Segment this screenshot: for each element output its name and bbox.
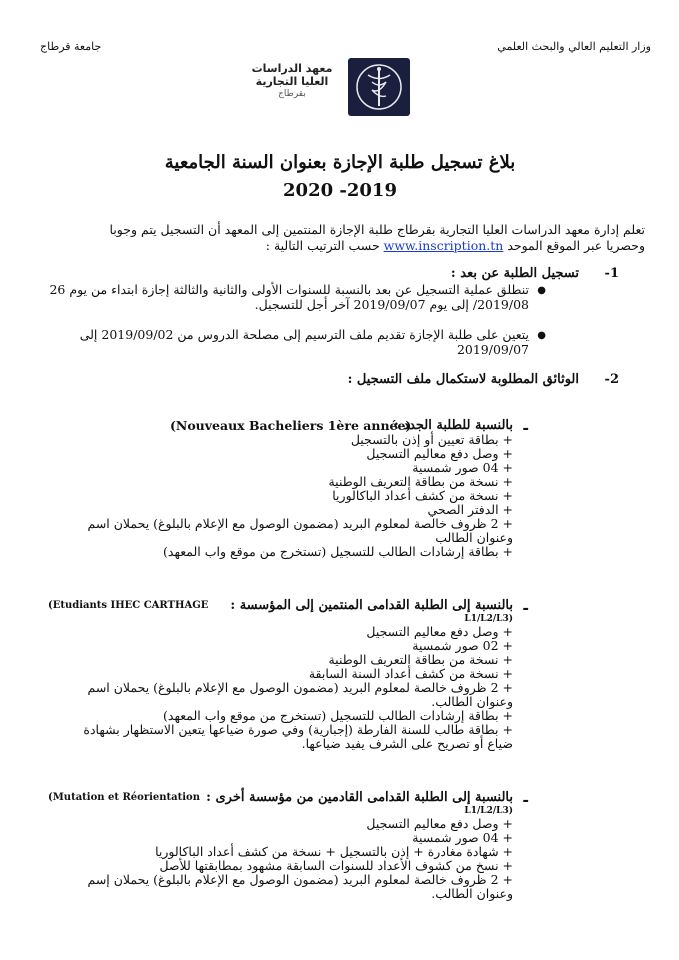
logo-line-2: العليا التجارية [255, 75, 329, 88]
list-item: وعنوان الطالب [435, 530, 513, 545]
list-item: + الدفتر الصحي [427, 502, 513, 517]
page-title: بلاغ تسجيل طلبة الإجازة بعنوان السنة الجامعية [164, 152, 516, 173]
intro-prefix: وحصريا عبر الموقع الموحد [507, 238, 645, 253]
list-item: + 2 ظروف خالصة لمعلوم البريد (مضمون الوصول مع الإعلام بالبلوغ) يحملان اسم [87, 516, 513, 531]
group-b-heading-latin: (Etudiants IHEC CARTHAGE [48, 600, 209, 611]
logo-line-1: معهد الدراسات [251, 62, 333, 75]
list-item: + نسخة من كشف أعداد الباكالوريا [332, 488, 513, 503]
list-item: + 2 ظروف خالصة لمعلوم البريد (مضمون الوصول مع الإعلام بالبلوغ) يحملان إسم [87, 872, 513, 887]
academic-year: 2020 -2019 [283, 180, 397, 201]
list-item: + نسخة من كشف أعداد السنة السابقة [308, 666, 513, 681]
bullet-icon: ● [537, 330, 546, 341]
group-c-heading: بالنسبة إلى الطلبة القدامى القادمين من مؤسسة أخرى : [206, 790, 513, 805]
caduceus-emblem-icon [348, 58, 410, 116]
group-c-heading-latin: (Mutation et Réorientation [48, 792, 200, 803]
intro-line-1: تعلم إدارة معهد الدراسات العليا التجارية بقرطاج طلبة الإجازة المنتمين إلى المعهد أن التسجيل يتم وجوبا [109, 222, 645, 237]
list-item: + 2 ظروف خالصة لمعلوم البريد (مضمون الوصول مع الإعلام بالبلوغ) يحملان اسم [87, 680, 513, 695]
section-1-bullet-2-line-1: يتعين على طلبة الإجازة تقديم ملف الترسيم إلى مصلحة الدروس من 2019/09/02 إلى [79, 327, 529, 342]
list-item: + نسخ من كشوف الأعداد للسنوات السابقة مشهود بمطابقتها للأصل [159, 858, 513, 873]
list-item: ضياع أو تصريح على الشرف يفيد ضياعها. [301, 736, 513, 751]
section-2-title: الوثائق المطلوبة لاستكمال ملف التسجيل : [347, 372, 579, 387]
intro-line-2 [25, 238, 645, 253]
list-item: + 04 صور شمسية [412, 460, 513, 475]
list-item: + بطاقة إرشادات الطالب للتسجيل (تستخرج من موقع واب المعهد) [163, 544, 513, 559]
list-item: + 04 صور شمسية [412, 830, 513, 845]
group-b-heading: بالنسبة إلى الطلبة القدامى المنتمين إلى المؤسسة : [230, 598, 513, 613]
list-item: + وصل دفع معاليم التسجيل [366, 446, 513, 461]
logo-line-3: بقرطاج [278, 89, 306, 99]
intro-suffix: حسب الترتيب التالية : [265, 238, 380, 253]
group-a-list [33, 433, 513, 559]
list-item: + نسخة من بطاقة التعريف الوطنية [328, 474, 513, 489]
section-2-number: -2 [604, 372, 619, 387]
list-item: وعنوان الطالب. [431, 694, 513, 709]
section-1-bullet-1-line-2: 2019/08/ إلى يوم 2019/09/07 آخر أجل للتسجيل. [254, 297, 529, 312]
section-1-number: -1 [604, 266, 619, 281]
list-item: + وصل دفع معاليم التسجيل [366, 624, 513, 639]
group-b-levels: L1/L2/L3) [464, 614, 513, 624]
list-item: + وصل دفع معاليم التسجيل [366, 816, 513, 831]
group-b-list [33, 625, 513, 751]
list-item: وعنوان الطالب. [431, 886, 513, 901]
bullet-icon: ● [537, 285, 546, 296]
group-c-levels: L1/L2/L3) [464, 806, 513, 816]
section-1-title: تسجيل الطلبة عن بعد : [450, 266, 579, 281]
university-header: جامعة قرطاج [40, 40, 102, 53]
group-a-heading: بالنسبة للطلبة الجدد : [393, 418, 513, 433]
dash-marker: - [522, 790, 529, 809]
logo-text [240, 62, 344, 101]
ministry-header: وزار التعليم العالي والبحث العلمي [497, 40, 651, 53]
group-c-list [33, 817, 513, 901]
list-item: + بطاقة تعيين أو إذن بالتسجيل [350, 432, 513, 447]
section-1-bullet-1-line-1: تنطلق عملية التسجيل عن بعد بالنسبة للسنوات الأولى والثانية والثالثة إجازة ابتداء من يوم 26 [49, 282, 529, 297]
inscription-link[interactable]: www.inscription.tn [383, 238, 504, 253]
list-item: + 02 صور شمسية [412, 638, 513, 653]
institute-logo [240, 58, 410, 116]
section-1-bullet-2-line-2: 2019/09/07 [456, 342, 529, 357]
list-item: + بطاقة طالب للسنة الفارطة (إجبارية) وفي صورة ضياعها يتعين الاستظهار بشهادة [83, 722, 513, 737]
group-a-heading-latin: (Nouveaux Bacheliers 1ère année) [170, 418, 412, 433]
list-item: + نسخة من بطاقة التعريف الوطنية [328, 652, 513, 667]
dash-marker: - [522, 418, 529, 437]
dash-marker: - [522, 598, 529, 617]
list-item: + بطاقة إرشادات الطالب للتسجيل (تستخرج من موقع واب المعهد) [163, 708, 513, 723]
list-item: + شهادة مغادرة + إذن بالتسجيل + نسخة من كشف أعداد الباكالوريا [155, 844, 513, 859]
